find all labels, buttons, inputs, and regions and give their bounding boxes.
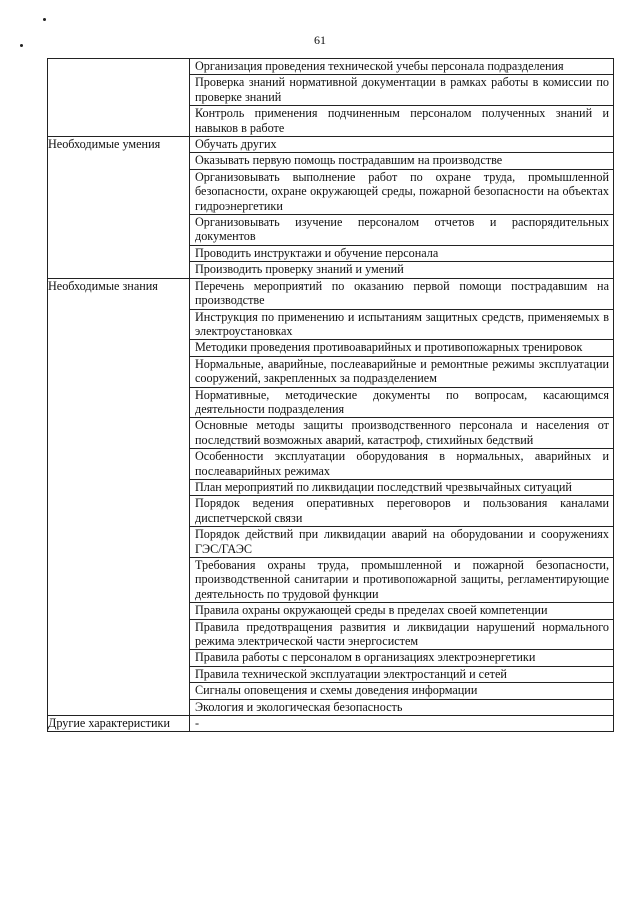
list-item: Особенности эксплуатации оборудования в нормальных, аварийных и послеаварийных режимах	[190, 449, 613, 480]
row-label	[48, 59, 190, 137]
row-items	[190, 716, 614, 732]
list-item: Нормативные, методические документы по вопросам, касающимся деятельности подразделения	[190, 388, 613, 419]
list-item: Организовывать изучение персоналом отчетов и распорядительных документов	[190, 215, 613, 246]
list-item: Правила охраны окружающей среды в пределах своей компетенции	[190, 603, 613, 619]
list-item: Обучать других	[190, 137, 613, 153]
table-row	[48, 278, 614, 715]
list-item: Основные методы защиты производственного персонала и населения от последствий возможных аварий, катастроф, стихийных бедствий	[190, 418, 613, 449]
list-item: Инструкция по применению и испытаниям защитных средств, применяемых в электроустановках	[190, 310, 613, 341]
table-row	[48, 59, 614, 137]
list-item: Требования охраны труда, промышленной и пожарной безопасности, производственной санитарии и противопожарной защиты, регламентирующие деятельность по трудовой функции	[190, 558, 613, 603]
list-item: Организовывать выполнение работ по охране труда, промышленной безопасности, охране окружающей среды, пожарной безопасности на объектах гидроэнергетики	[190, 170, 613, 215]
page-number: 61	[314, 33, 326, 47]
list-item: Методики проведения противоаварийных и противопожарных тренировок	[190, 340, 613, 356]
scan-mark	[43, 18, 46, 21]
row-items	[190, 59, 614, 137]
list-item: Экология и экологическая безопасность	[195, 699, 403, 714]
list-item: Правила работы с персоналом в организациях электроэнергетики	[190, 650, 613, 666]
list-item: Проводить инструктажи и обучение персонала	[190, 246, 613, 262]
row-items	[190, 137, 614, 279]
row-label: Другие характеристики	[48, 716, 190, 732]
list-item: План мероприятий по ликвидации последствий чрезвычайных ситуаций	[190, 480, 613, 496]
list-item: Правила технической эксплуатации электростанций и сетей	[190, 667, 613, 683]
list-item: -	[195, 716, 200, 731]
list-item: Порядок действий при ликвидации аварий на оборудовании и сооружениях ГЭС/ГАЭС	[190, 527, 613, 558]
list-item: Нормальные, аварийные, послеаварийные и ремонтные режимы эксплуатации сооружений, закрепленных за подразделением	[190, 357, 613, 388]
row-items	[190, 278, 614, 715]
list-item: Производить проверку знаний и умений	[195, 262, 404, 277]
list-item: Порядок ведения оперативных переговоров и пользования каналами диспетчерской связи	[190, 496, 613, 527]
list-item: Проверка знаний нормативной документации в рамках работы в комиссии по проверке знаний	[190, 75, 613, 106]
row-label: Необходимые умения	[48, 137, 190, 279]
table-row	[48, 716, 614, 732]
list-item: Оказывать первую помощь пострадавшим на производстве	[190, 153, 613, 169]
list-item: Перечень мероприятий по оказанию первой помощи пострадавшим на производстве	[190, 279, 613, 310]
list-item: Правила предотвращения развития и ликвидации нарушений нормального режима электрической части энергосистем	[190, 620, 613, 651]
list-item: Контроль применения подчиненным персоналом полученных знаний и навыков в работе	[195, 106, 609, 135]
row-label: Необходимые знания	[48, 278, 190, 715]
competency-table	[47, 58, 614, 732]
list-item: Организация проведения технической учебы персонала подразделения	[190, 59, 613, 75]
list-item: Сигналы оповещения и схемы доведения информации	[190, 683, 613, 699]
table-row	[48, 137, 614, 279]
